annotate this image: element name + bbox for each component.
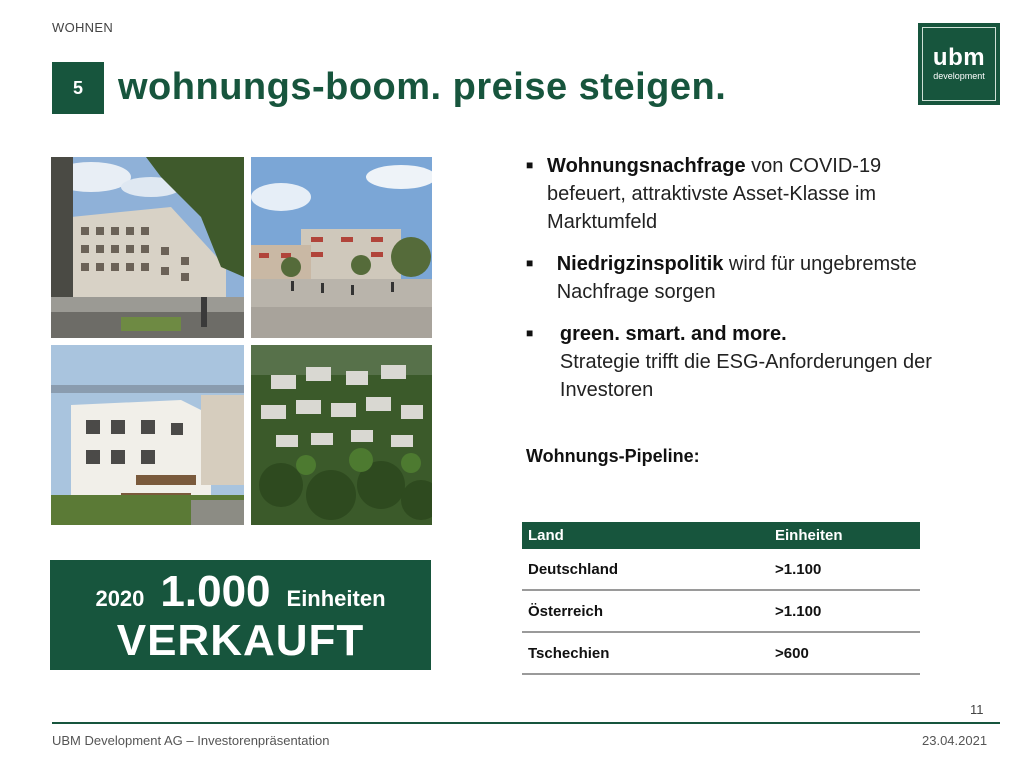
bullet-bold: Wohnungsnachfrage: [547, 155, 746, 177]
sold-unit: Einheiten: [286, 586, 386, 611]
apartment-building-street-image: [51, 157, 244, 338]
footer-date: 23.04.2021: [922, 733, 988, 748]
aerial-housing-estate-image: [251, 345, 432, 525]
bullet-item: [520, 320, 940, 404]
logo-subtitle: development: [933, 71, 985, 81]
bullet-square-icon: ■: [526, 158, 534, 172]
sold-year: 2020: [95, 586, 145, 611]
cell-country: Österreich: [522, 590, 769, 632]
townhouse-facade-image: [51, 345, 244, 525]
footer-divider: [52, 722, 1000, 724]
footer-company: UBM Development AG – Investorenpräsentation: [52, 733, 330, 748]
cell-units: >600: [769, 632, 920, 674]
bullet-square-icon: ■: [526, 326, 534, 340]
sold-number: 1.000: [160, 567, 271, 616]
residential-square-image: [251, 157, 432, 338]
page-number: 11: [970, 702, 984, 717]
cell-country: Deutschland: [522, 549, 769, 590]
section-label: WOHNEN: [52, 20, 114, 35]
table-row: [522, 632, 920, 674]
cell-units: >1.100: [769, 590, 920, 632]
bullet-body: Strategie trifft die ESG-Anforderungen der Investoren: [559, 351, 932, 401]
bullet-body: von COVID-19 befeuert, attraktivste Asset-Klasse im Marktumfeld: [547, 155, 882, 233]
table-row: [522, 549, 920, 590]
bullet-square-icon: ■: [526, 256, 534, 270]
logo-wordmark: ubm: [932, 44, 986, 71]
ubm-logo: [918, 23, 1000, 105]
table-header-row: [522, 522, 920, 549]
bullet-bold: Niedrigzinspolitik: [556, 253, 724, 275]
column-header-einheiten: Einheiten: [769, 522, 920, 549]
bullet-item: [520, 250, 940, 306]
bullet-body: wird für ungebremste Nachfrage sorgen: [556, 253, 917, 303]
bullet-list: [520, 152, 940, 418]
table-row: [522, 590, 920, 632]
cell-units: >1.100: [769, 549, 920, 590]
page-title: wohnungs-boom. preise steigen.: [118, 66, 727, 108]
cell-country: Tschechien: [522, 632, 769, 674]
column-header-land: Land: [522, 522, 769, 549]
slide-number-badge: 5: [52, 62, 104, 114]
pipeline-title: Wohnungs-Pipeline:: [526, 446, 700, 466]
pipeline-table: [522, 522, 920, 675]
sold-units-box: [50, 560, 431, 670]
sold-label: VERKAUFT: [116, 616, 365, 665]
bullet-item: [520, 152, 940, 236]
bullet-bold: green. smart. and more.: [559, 323, 787, 345]
